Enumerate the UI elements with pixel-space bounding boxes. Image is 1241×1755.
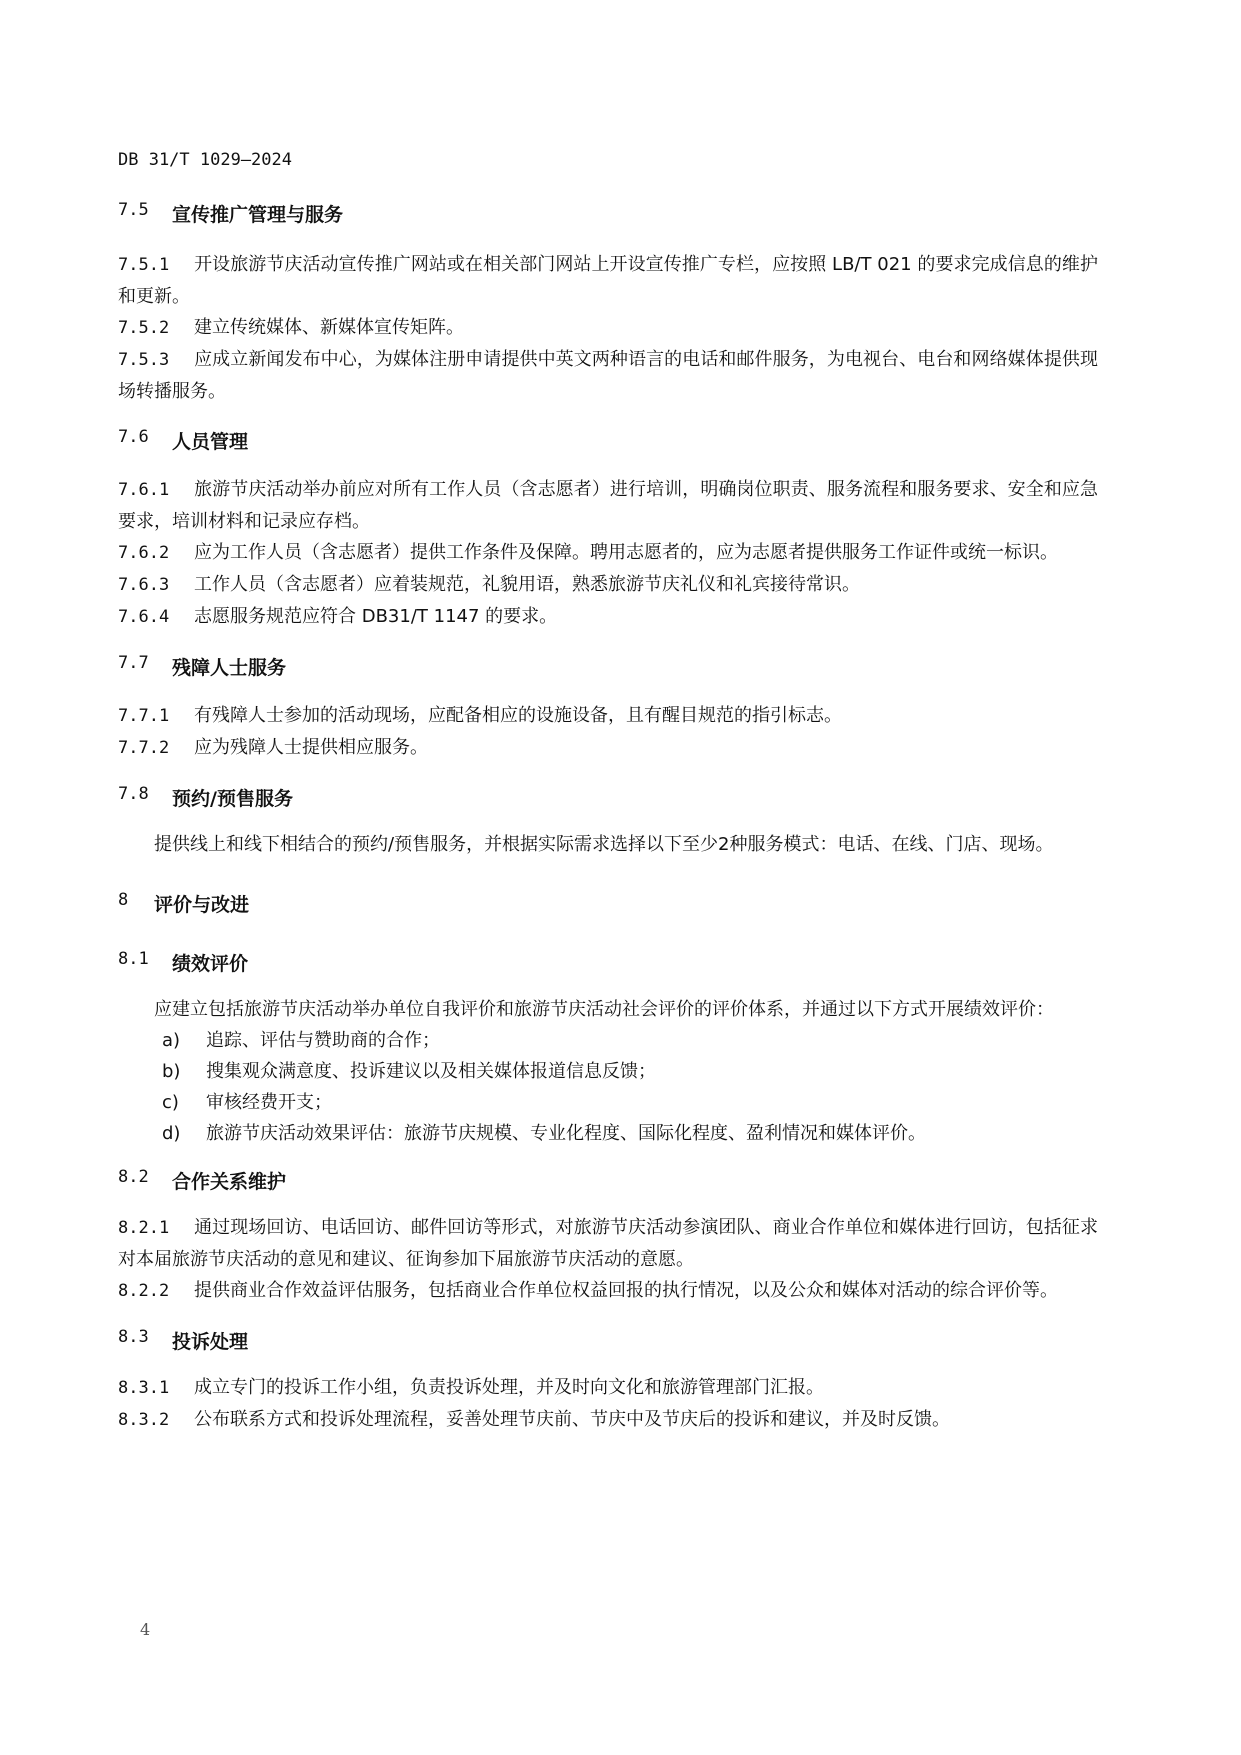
section-number: 8.2 [118, 1167, 149, 1187]
clause-7-7-1 [118, 700, 1098, 732]
list-text: 审核经费开支； [206, 1092, 332, 1113]
list-item [118, 1056, 1098, 1087]
clause-text: 应为工作人员（含志愿者）提供工作条件及保障。聘用志愿者的，应为志愿者提供服务工作证件或统一标识。 [194, 542, 1058, 563]
clause-8-3-2 [118, 1404, 1098, 1436]
clause-text: 应成立新闻发布中心，为媒体注册申请提供中英文两种语言的电话和邮件服务，为电视台、电台和网络媒体提供现场转播服务。 [118, 349, 1098, 402]
section-number: 8.1 [118, 949, 149, 969]
list-item [118, 1025, 1098, 1056]
list-text: 追踪、评估与赞助商的合作； [206, 1030, 440, 1051]
clause-text: 提供商业合作效益评估服务，包括商业合作单位权益回报的执行情况，以及公众和媒体对活动的综合评价等。 [194, 1280, 1058, 1301]
list-text: 旅游节庆活动效果评估：旅游节庆规模、专业化程度、国际化程度、盈利情况和媒体评价。 [206, 1123, 926, 1144]
clause-text: 旅游节庆活动举办前应对所有工作人员（含志愿者）进行培训，明确岗位职责、服务流程和服务要求、安全和应急要求，培训材料和记录应存档。 [118, 479, 1098, 532]
chapter-8-heading [118, 890, 1098, 917]
clause-text: 应为残障人士提供相应服务。 [194, 737, 428, 758]
clause-8-3-1 [118, 1372, 1098, 1404]
section-7-8-heading [118, 784, 1098, 811]
list-item [118, 1087, 1098, 1118]
clause-text: 有残障人士参加的活动现场，应配备相应的设施设备，且有醒目规范的指引标志。 [194, 705, 842, 726]
section-7-5-heading [118, 200, 1098, 227]
list-letter: c) [162, 1092, 179, 1113]
clause-number: 7.6.1 [118, 480, 170, 500]
clause-text: 工作人员（含志愿者）应着装规范，礼貌用语，熟悉旅游节庆礼仪和礼宾接待常识。 [194, 574, 860, 595]
clause-number: 8.2.1 [118, 1218, 170, 1238]
section-number: 7.6 [118, 427, 149, 447]
section-number: 7.7 [118, 653, 149, 673]
clause-number: 7.7.1 [118, 706, 170, 726]
clause-7-5-1 [118, 249, 1098, 312]
document-body [118, 200, 1098, 1436]
clause-7-6-1 [118, 474, 1098, 537]
clause-number: 7.6.2 [118, 543, 170, 563]
clause-8-2-2 [118, 1275, 1098, 1307]
clause-text: 公布联系方式和投诉处理流程，妥善处理节庆前、节庆中及节庆后的投诉和建议，并及时反馈。 [194, 1409, 950, 1430]
clause-number: 8.3.2 [118, 1410, 170, 1430]
clause-number: 7.7.2 [118, 738, 170, 758]
clause-number: 7.5.2 [118, 318, 170, 338]
chapter-number: 8 [118, 890, 129, 910]
clause-7-6-3 [118, 569, 1098, 601]
clause-text: 建立传统媒体、新媒体宣传矩阵。 [194, 317, 464, 338]
section-8-2-heading [118, 1167, 1098, 1194]
paragraph-8-1: 应建立包括旅游节庆活动举办单位自我评价和旅游节庆活动社会评价的评价体系，并通过以下方式开展绩效评价： [154, 999, 1054, 1020]
paragraph-7-8: 提供线上和线下相结合的预约/预售服务，并根据实际需求选择以下至少2种服务模式：电话、在线、门店、现场。 [154, 834, 1054, 855]
clause-7-5-2 [118, 312, 1098, 344]
section-7-6-heading [118, 427, 1098, 454]
clause-number: 8.3.1 [118, 1378, 170, 1398]
list-item [118, 1118, 1098, 1149]
clause-text: 开设旅游节庆活动宣传推广网站或在相关部门网站上开设宣传推广专栏，应按照 LB/T 021 的要求完成信息的维护和更新。 [118, 254, 1098, 307]
section-title: 残障人士服务 [172, 657, 287, 679]
section-8-1-heading [118, 949, 1098, 976]
list-letter: a) [162, 1030, 181, 1051]
section-8-3-heading [118, 1327, 1098, 1354]
clause-7-6-2 [118, 537, 1098, 569]
clause-7-6-4 [118, 601, 1098, 633]
list-text: 搜集观众满意度、投诉建议以及相关媒体报道信息反馈； [206, 1061, 656, 1082]
section-number: 7.5 [118, 200, 149, 220]
section-title: 宣传推广管理与服务 [172, 204, 344, 226]
clause-7-7-2 [118, 732, 1098, 764]
chapter-title: 评价与改进 [154, 894, 250, 916]
document-code: DB 31/T 1029—2024 [118, 150, 292, 170]
section-title: 投诉处理 [172, 1331, 249, 1353]
page-number: 4 [140, 1620, 151, 1639]
section-title: 绩效评价 [172, 953, 249, 975]
clause-8-2-1 [118, 1212, 1098, 1275]
clause-text: 志愿服务规范应符合 DB31/T 1147 的要求。 [194, 606, 558, 627]
clause-text: 成立专门的投诉工作小组，负责投诉处理，并及时向文化和旅游管理部门汇报。 [194, 1377, 824, 1398]
section-7-7-heading [118, 653, 1098, 680]
section-number: 8.3 [118, 1327, 149, 1347]
section-number: 7.8 [118, 784, 149, 804]
clause-number: 7.6.4 [118, 607, 170, 627]
section-title: 人员管理 [172, 431, 249, 453]
list-letter: d) [162, 1123, 181, 1144]
clause-number: 7.6.3 [118, 575, 170, 595]
list-letter: b) [162, 1061, 181, 1082]
clause-number: 8.2.2 [118, 1281, 170, 1301]
clause-text: 通过现场回访、电话回访、邮件回访等形式，对旅游节庆活动参演团队、商业合作单位和媒体进行回访，包括征求对本届旅游节庆活动的意见和建议、征询参加下届旅游节庆活动的意愿。 [118, 1217, 1098, 1270]
clause-number: 7.5.1 [118, 255, 170, 275]
clause-number: 7.5.3 [118, 350, 170, 370]
section-title: 预约/预售服务 [172, 788, 293, 810]
section-title: 合作关系维护 [172, 1171, 287, 1193]
clause-7-5-3 [118, 344, 1098, 407]
